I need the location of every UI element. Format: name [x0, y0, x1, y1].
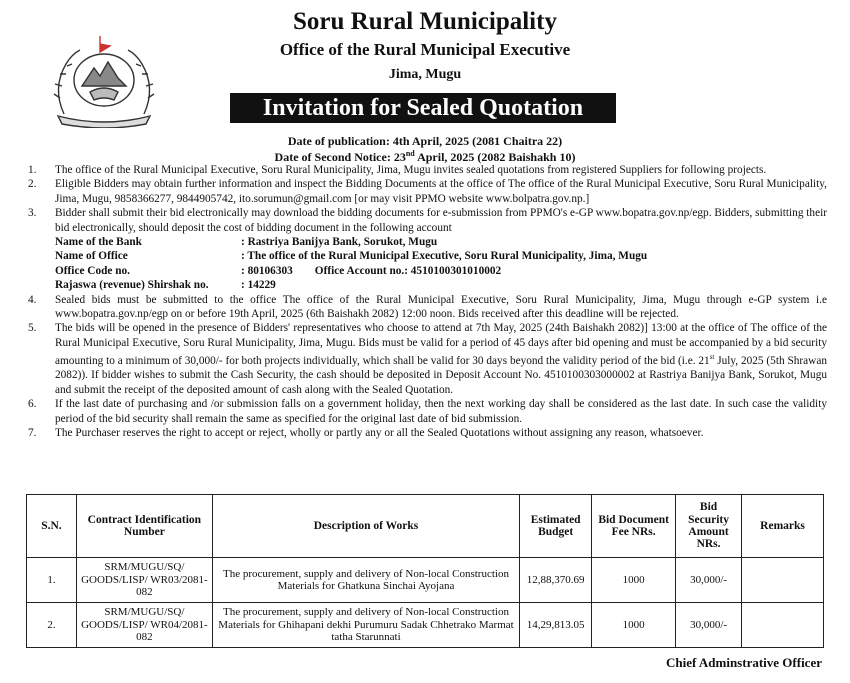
code-label: Office Code no. [55, 264, 130, 277]
header-fee: Bid Document Fee NRs. [592, 495, 676, 558]
rajaswa-value: : 14229 [241, 279, 276, 292]
cell-fee: 1000 [592, 558, 676, 603]
item-text: Bidder shall submit their bid electronically may download the bidding documents for e-submission from PPMO's e-GP www.bopatra.gov.np/egp. Bidders, submitting their bid electronically, should deposit the cost of bidding document in the following account [55, 207, 827, 234]
notice-item-3 [22, 206, 827, 235]
header-security: Bid Security Amount NRs. [676, 495, 742, 558]
item-text: Sealed bids must be submitted to the office The office of the Rural Municipal Executive, Soru Rural Municipality, Jima, Mugu through e-GP system i.e www.bopatra.gov.np/egp on or before 19th April, 2025 (6th Baishakh 2082) 12:00 noon. Bids received after this deadline will be rejected. [55, 293, 827, 321]
office-account: Office Account no.: 4510100301010002 [314, 264, 502, 277]
cell-security: 30,000/- [676, 558, 742, 603]
item-text: The Purchaser reserves the right to accept or reject, wholly or partly any or all the Sealed Quotations without assigning any reason, whatsoever. [55, 427, 704, 440]
item-number: 4. [28, 293, 37, 306]
second-notice-suffix: April, 2025 (2082 Baishakh 10) [414, 150, 576, 164]
cell-remarks [742, 603, 824, 648]
table-row [27, 558, 824, 603]
item-number: 6. [28, 398, 37, 411]
notice-title-banner: Invitation for Sealed Quotation [230, 93, 616, 123]
cell-remarks [742, 558, 824, 603]
bank-label: Name of the Bank [55, 236, 142, 249]
item-number: 1. [28, 164, 37, 176]
location: Jima, Mugu [388, 67, 462, 82]
cell-description: The procurement, supply and delivery of Non-local Construction Materials for Ghihapani dekhi Purumuru Sadak Chhetrako Marmat tatha Starunnati [212, 603, 519, 648]
code-value: : 80106303 [241, 264, 293, 277]
bank-value: : Rastriya Banijya Bank, Sorukot, Mugu [241, 236, 438, 249]
item-number: 3. [28, 207, 37, 220]
cell-budget: 14,29,813.05 [520, 603, 592, 648]
cell-sn: 1. [27, 558, 77, 603]
notice-items [22, 163, 827, 440]
office-label: Name of Office [55, 250, 128, 263]
rajaswa-label: Rajaswa (revenue) Shirshak no. [55, 279, 209, 292]
second-notice-sup: nd [405, 149, 415, 158]
item-text-b: July, 2025 (5th Shrawan 2082)). If bidder wishes to submit the Cash Security, the cash should be deposited in Deposit Account No. 4510100303000002 at Rastriya Banijya Bank, Sorukot, Mugu and submit the receipt of the deposited amount of cash along with the Sealed Quotation. [55, 355, 827, 396]
item-text: If the last date of purchasing and /or submission falls on a government holiday, then the next working day shall be considered as the last date. In such case the validity period of the bid security shall remain the same as specified for the original last date of bid submission. [55, 398, 827, 425]
notice-item-6 [22, 397, 827, 426]
header-sn: S.N. [27, 495, 77, 558]
cell-budget: 12,88,370.69 [520, 558, 592, 603]
item-number: 2. [28, 178, 37, 191]
item-text-sup: st [709, 353, 715, 362]
header-contract: Contract Identification Number [76, 495, 212, 558]
bank-details [22, 235, 827, 293]
table-header-row [27, 495, 824, 558]
notice-item-4 [22, 293, 827, 322]
bid-table [26, 494, 824, 648]
signatory: Chief Adminstrative Officer [666, 655, 822, 670]
office-name: Office of the Rural Municipal Executive [279, 40, 571, 59]
notice-item-2 [22, 177, 827, 206]
cell-description: The procurement, supply and delivery of Non-local Construction Materials for Ghatkuna Sinchai Ayojana [212, 558, 519, 603]
cell-security: 30,000/- [676, 603, 742, 648]
cell-sn: 2. [27, 603, 77, 648]
header-budget: Estimated Budget [520, 495, 592, 558]
item-text: The office of the Rural Municipal Executive, Soru Rural Municipality, Jima, Mugu invites sealed quotations from registered Suppliers for following projects. [55, 164, 767, 176]
cell-contract: SRM/MUGU/SQ/ GOODS/LISP/ WR03/2081-082 [76, 558, 212, 603]
item-text: Eligible Bidders may obtain further information and inspect the Bidding Documents at the office of The office of the Rural Municipal Executive, Soru Rural Municipality, Jima, Mugu, 9858366277, 9844905742, ito.sorumun@gmail.com [or may visit PPMO website www.bolpatra.gov.np.] [55, 178, 827, 205]
municipality-name: Soru Rural Municipality [293, 8, 557, 35]
code-row [241, 264, 827, 278]
second-notice-prefix: Date of Second Notice: 23 [274, 150, 406, 164]
notice-item-7 [22, 426, 827, 440]
publication-date: Date of publication: 4th April, 2025 (2081 Chaitra 22) [287, 134, 563, 148]
notice-item-1 [22, 163, 827, 177]
office-value: : The office of the Rural Municipal Executive, Soru Rural Municipality, Jima, Mugu [241, 250, 648, 263]
table-row [27, 603, 824, 648]
notice-item-5 [22, 321, 827, 397]
header-remarks: Remarks [742, 495, 824, 558]
item-number: 7. [28, 427, 37, 440]
header-description: Description of Works [212, 495, 519, 558]
item-text-a: The bids will be opened in the presence of Bidders' representatives who choose to attend at 7th May, 2025 (24th Baishakh 2082)] 13:00 at the office of The office of the Rural Municipal Executive, Soru Rural Municipality, Jima, Mugu. Bids must be valid for a period of 45 days after bid opening and must be accompanied by a bid security amounting to a minimum of 30,000/- for both projects individually, which shall be valid for 30 days beyond the validity period of the bid (i.e. 21 [55, 322, 827, 368]
cell-fee: 1000 [592, 603, 676, 648]
cell-contract: SRM/MUGU/SQ/ GOODS/LISP/ WR04/2081-082 [76, 603, 212, 648]
item-number: 5. [28, 322, 37, 335]
